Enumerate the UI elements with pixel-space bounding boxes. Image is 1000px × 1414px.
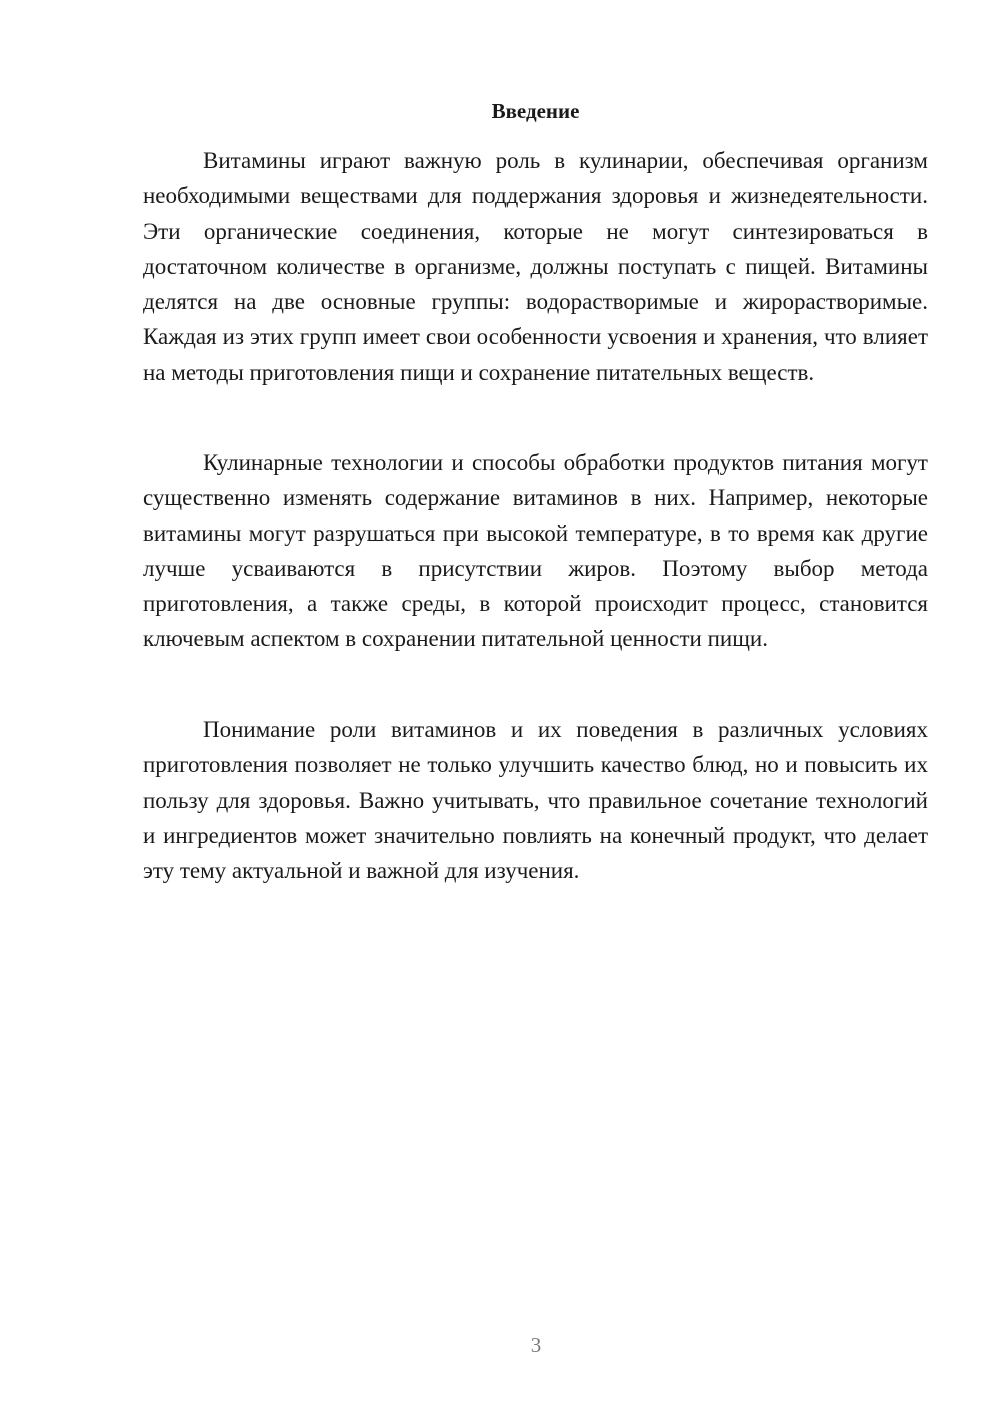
- section-heading: Введение: [491, 99, 580, 123]
- paragraph-2: Кулинарные технологии и способы обработки продуктов питания могут существенно изменять содержание витаминов в них. Например, некоторые витамины могут разрушаться при высокой температуре, в то время как другие лучше усваиваются в присутствии жиров. Поэтому выбор метода приготовления, а также среды, в которой происходит процесс, становится ключевым аспектом в сохранении питательной ценности пищи.: [143, 450, 928, 652]
- paragraph-3: Понимание роли витаминов и их поведения в различных условиях приготовления позволяет не только улучшить качество блюд, но и повысить их пользу для здоровья. Важно учитывать, что правильное сочетание технологий и ингредиентов может значительно повлиять на конечный продукт, что делает эту тему актуальной и важной для изучения.: [143, 717, 928, 884]
- page-number: 3: [530, 1333, 542, 1357]
- paragraph-block-1: [143, 143, 928, 390]
- paragraph-block-3: [143, 712, 928, 888]
- paragraph-1: Витамины играют важную роль в кулинарии, обеспечивая организм необходимыми веществами для поддержания здоровья и жизнедеятельности. Эти органические соединения, которые не могут синтезироваться в достаточном количестве в организме, должны поступать с пищей. Витамины делятся на две основные группы: водорастворимые и жирорастворимые. Каждая из этих групп имеет свои особенности усвоения и хранения, что влияет на методы приготовления пищи и сохранение питательных веществ.: [143, 148, 928, 385]
- paragraph-block-2: [143, 445, 928, 657]
